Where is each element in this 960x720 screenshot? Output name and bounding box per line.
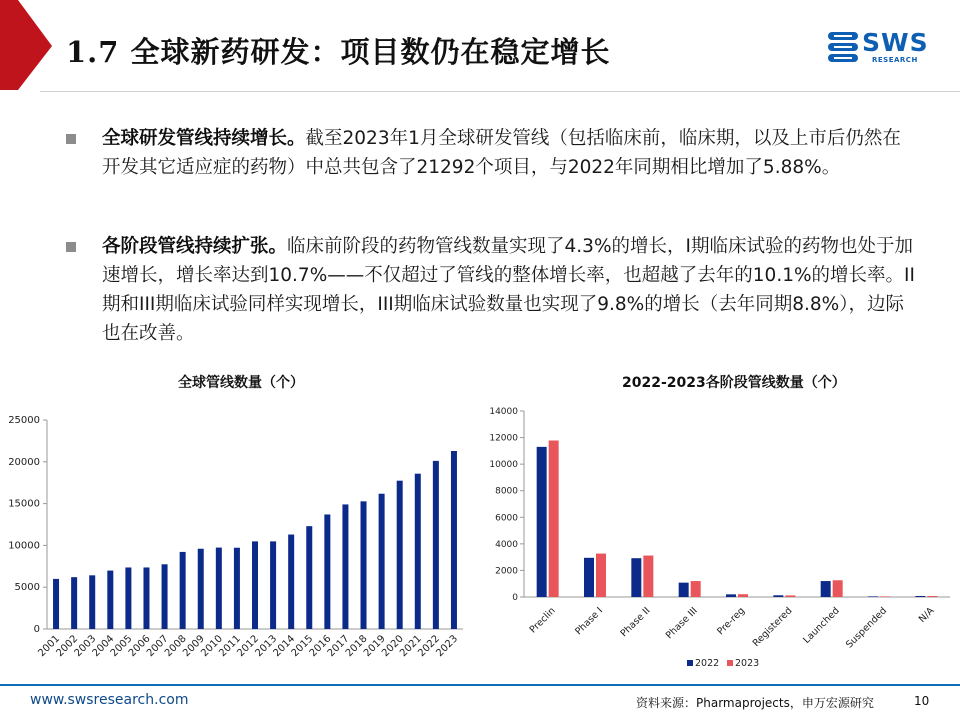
bar-2021	[415, 474, 421, 629]
bar-2009	[198, 549, 204, 629]
x-tick-label: 2021	[398, 633, 424, 660]
bar-Phase III-2022	[679, 583, 689, 597]
bullet-paragraph	[102, 124, 917, 182]
bar-Phase II-2023	[643, 556, 653, 597]
bar-2007	[162, 564, 168, 629]
bullet-lead: 全球研发管线持续增长。	[102, 128, 306, 149]
bar-Launched-2023	[833, 580, 843, 597]
bar-2003	[89, 575, 95, 629]
y-tick-label: 12000	[489, 433, 518, 444]
bar-2022	[433, 461, 439, 629]
x-tick-label: 2020	[380, 633, 406, 660]
bullet-body: 临床前阶段的药物管线数量实现了4.3%的增长，I期临床试验的药物也处于加速增长，增长率达到10.7%——不仅超过了管线的整体增长率，也超越了去年的10.1%的增长率。II期和III期临床试验同样实现增长，III期临床试验数量也实现了9.8%的增长（去年同期8.8%），边际也在改善。	[102, 236, 915, 344]
bar-N/A-2023	[927, 596, 937, 597]
x-tick-label: 2016	[307, 633, 334, 660]
bullet-marker	[66, 242, 76, 252]
x-tick-label: 2014	[271, 633, 298, 660]
x-tick-label: 2002	[54, 633, 81, 660]
bar-2012	[252, 541, 258, 629]
x-tick-label: 2017	[325, 633, 352, 660]
bar-Launched-2022	[821, 581, 831, 597]
x-tick-label: 2022	[416, 633, 442, 660]
bar-2019	[379, 494, 385, 629]
y-tick-label: 15000	[8, 498, 40, 510]
bar-2014	[288, 535, 294, 629]
x-tick-label: Phase II	[618, 605, 653, 640]
footer-website-link[interactable]: www.swsresearch.com	[30, 692, 189, 708]
bar-Phase I-2023	[596, 554, 606, 597]
bar-Phase III-2023	[691, 581, 701, 597]
x-tick-label: Launched	[801, 605, 842, 646]
bar-2008	[180, 552, 186, 629]
y-tick-label: 0	[512, 593, 518, 603]
x-tick-label: Suspended	[843, 605, 890, 651]
bar-Pre-reg-2023	[738, 594, 748, 597]
x-tick-label: 2012	[235, 633, 262, 660]
x-tick-label: Phase I	[573, 605, 606, 638]
x-tick-label: 2023	[434, 633, 461, 660]
footer-source-note: 资料来源：Pharmaprojects，申万宏源研究	[636, 696, 874, 710]
bar-2023	[451, 451, 457, 629]
page-number: 10	[914, 694, 930, 708]
bar-2020	[397, 481, 403, 629]
bar-2017	[342, 504, 348, 629]
global-pipeline-bar-chart	[0, 400, 480, 670]
x-tick-label: 2015	[289, 633, 316, 660]
y-tick-label: 14000	[489, 407, 518, 417]
bar-Preclin-2022	[537, 447, 547, 597]
x-tick-label: Preclin	[527, 605, 558, 636]
bar-2005	[125, 567, 131, 629]
x-tick-label: 2011	[217, 633, 244, 660]
x-tick-label: 2006	[126, 633, 153, 660]
bar-Suspended-2023	[880, 596, 890, 597]
x-tick-label: Pre-reg	[715, 605, 748, 638]
bar-2006	[143, 567, 149, 629]
brand-logo	[826, 26, 938, 72]
x-tick-label: 2013	[253, 633, 280, 660]
chart-title-phase-pipeline: 2022-2023各阶段管线数量（个）	[622, 375, 846, 391]
x-tick-label: 2007	[144, 633, 171, 660]
logo-stack-icon	[826, 30, 860, 64]
bar-Phase I-2022	[584, 558, 594, 597]
bar-2016	[324, 514, 330, 629]
x-tick-label: Registered	[750, 605, 795, 650]
footer-divider	[0, 684, 960, 686]
legend-label: 2022	[695, 658, 720, 669]
header-divider	[40, 91, 960, 92]
x-tick-label: 2004	[90, 633, 117, 660]
y-tick-label: 0	[33, 624, 40, 635]
logo-subtext: RESEARCH	[872, 56, 918, 64]
x-tick-label: 2005	[108, 633, 135, 660]
bar-2015	[306, 526, 312, 629]
y-tick-label: 10000	[489, 460, 518, 471]
header-accent-shape	[0, 0, 60, 90]
logo-text: SWS	[862, 28, 929, 57]
bar-Preclin-2023	[549, 440, 559, 597]
bar-2002	[71, 577, 77, 629]
y-tick-label: 25000	[8, 415, 40, 426]
y-tick-label: 20000	[8, 456, 40, 468]
legend-swatch	[727, 660, 733, 666]
bar-2001	[53, 579, 59, 629]
x-tick-label: Phase III	[663, 605, 700, 642]
x-tick-label: N/A	[916, 605, 937, 626]
bar-Pre-reg-2022	[726, 594, 736, 597]
bar-2011	[234, 548, 240, 629]
bar-2018	[361, 501, 367, 629]
bar-Suspended-2022	[868, 596, 878, 597]
y-tick-label: 2000	[495, 566, 518, 577]
bullet-body: 截至2023年1月全球研发管线（包括临床前，临床期，以及上市后仍然在开发其它适应症的药物）中总共包含了21292个项目，与2022年同期相比增加了5.88%。	[102, 128, 901, 178]
bar-Registered-2022	[773, 595, 783, 597]
legend-swatch	[687, 660, 693, 666]
legend-label: 2023	[735, 658, 760, 669]
bullet-phase-expansion	[66, 232, 926, 348]
bullet-marker	[66, 134, 76, 144]
bar-2004	[107, 571, 113, 629]
x-tick-label: 2018	[343, 633, 370, 660]
chart-title-global-pipeline: 全球管线数量（个）	[178, 375, 304, 391]
bullet-pipeline-growth	[66, 124, 926, 182]
y-tick-label: 5000	[14, 582, 40, 594]
bar-N/A-2022	[915, 596, 925, 597]
bar-Phase II-2022	[631, 558, 641, 597]
x-tick-label: 2001	[36, 633, 63, 660]
x-tick-label: 2008	[162, 633, 189, 660]
bullet-paragraph	[102, 232, 917, 348]
bar-2013	[270, 541, 276, 629]
x-tick-label: 2009	[181, 633, 207, 660]
bar-Registered-2023	[785, 595, 795, 597]
page-title: 1.7 全球新药研发：项目数仍在稳定增长	[66, 35, 611, 69]
bullet-lead: 各阶段管线持续扩张。	[102, 236, 288, 257]
x-tick-label: 2003	[72, 633, 99, 660]
y-tick-label: 6000	[495, 513, 518, 524]
y-tick-label: 8000	[495, 486, 518, 497]
y-tick-label: 10000	[8, 540, 40, 552]
bar-2010	[216, 548, 222, 629]
y-tick-label: 4000	[495, 539, 518, 550]
x-tick-label: 2010	[199, 633, 225, 660]
phase-pipeline-bar-chart	[480, 400, 960, 680]
x-tick-label: 2019	[361, 633, 388, 660]
